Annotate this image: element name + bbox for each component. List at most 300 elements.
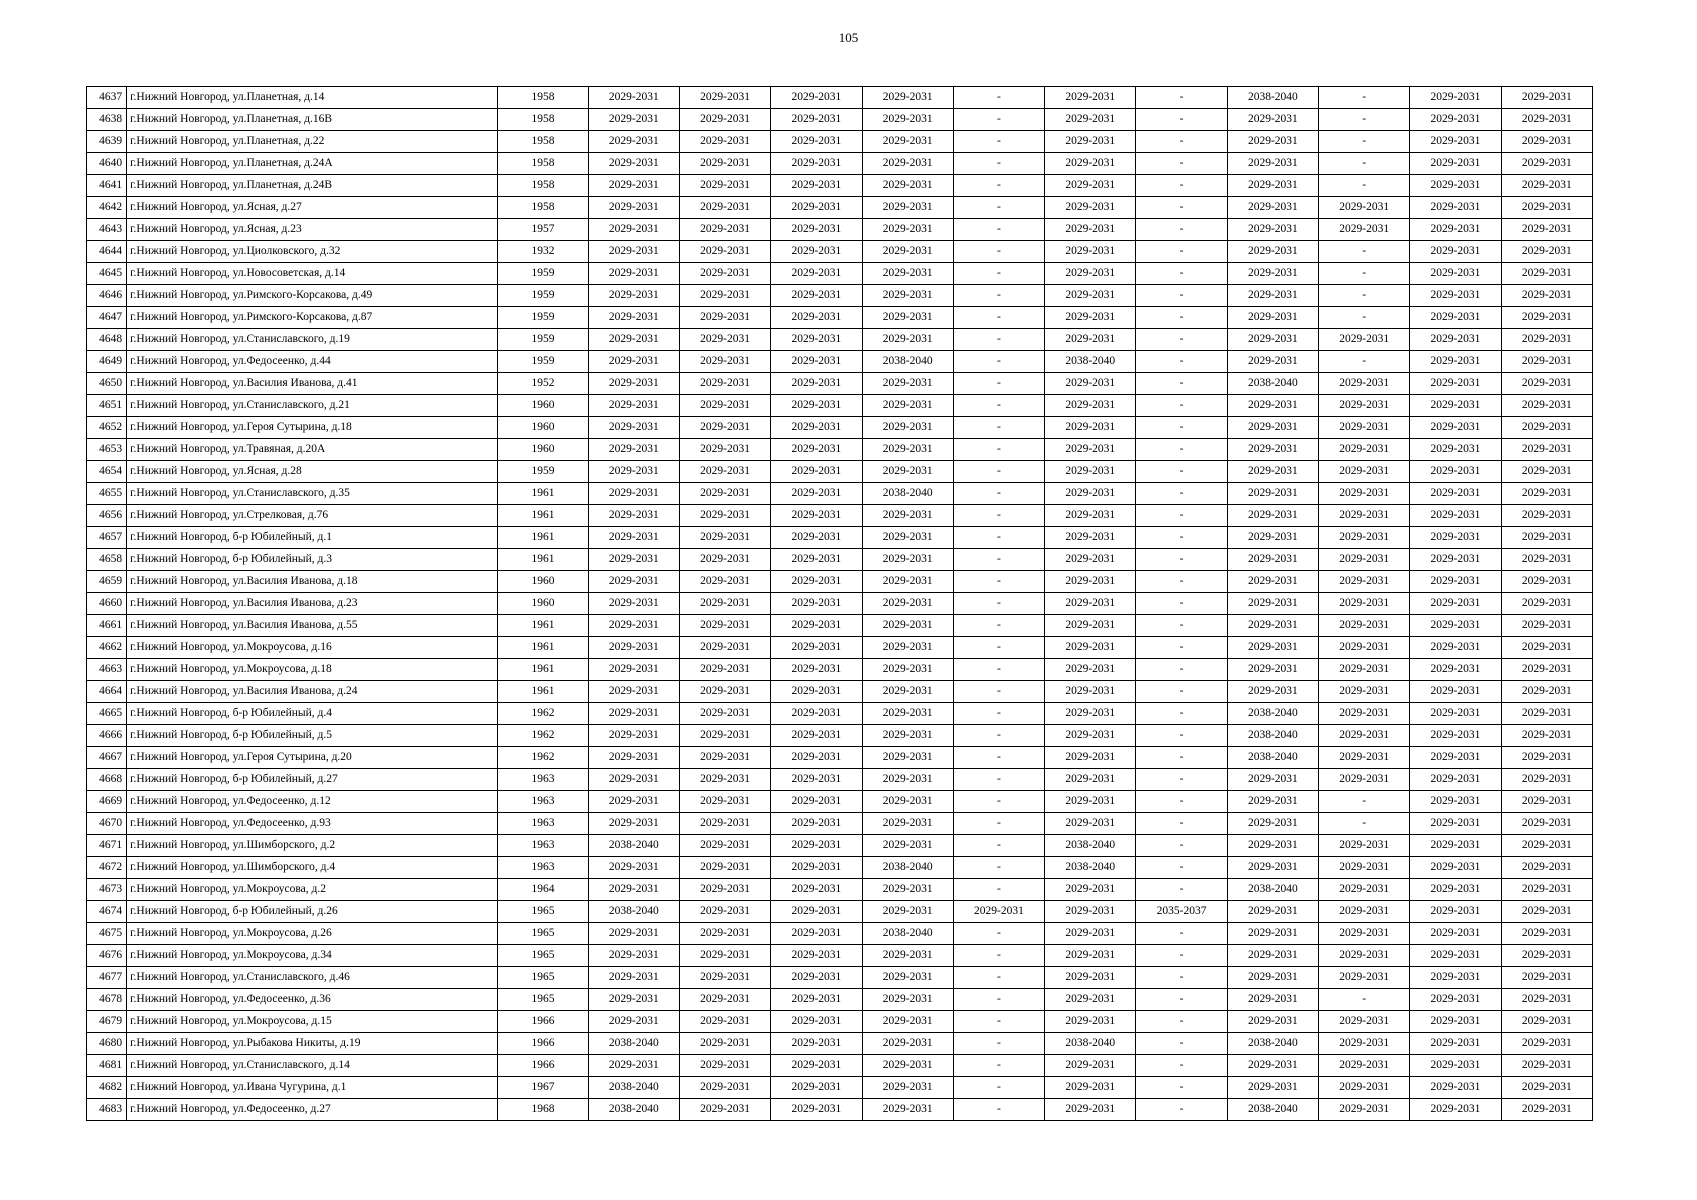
row-number-cell: 4666: [87, 725, 127, 747]
schedule-cell: 2029-2031: [1045, 285, 1136, 307]
table-row: [87, 241, 1593, 263]
schedule-cell: 2029-2031: [1319, 879, 1410, 901]
table-row: [87, 1033, 1593, 1055]
schedule-cell: 2029-2031: [1045, 747, 1136, 769]
schedule-cell: 2029-2031: [1410, 945, 1501, 967]
schedule-cell: 2029-2031: [679, 527, 770, 549]
schedule-cell: 2029-2031: [1501, 373, 1592, 395]
schedule-cell: 2029-2031: [1501, 351, 1592, 373]
schedule-cell: 2038-2040: [862, 483, 953, 505]
schedule-cell: 2029-2031: [1319, 967, 1410, 989]
schedule-cell: 2029-2031: [588, 945, 679, 967]
schedule-cell: 2029-2031: [1227, 901, 1318, 923]
schedule-cell: 2029-2031: [588, 307, 679, 329]
schedule-cell: 2029-2031: [1045, 945, 1136, 967]
row-number-cell: 4648: [87, 329, 127, 351]
schedule-cell: 2029-2031: [588, 549, 679, 571]
row-number-cell: 4657: [87, 527, 127, 549]
schedule-cell: -: [1319, 153, 1410, 175]
schedule-cell: -: [953, 351, 1044, 373]
row-number-cell: 4650: [87, 373, 127, 395]
year-cell: 1961: [498, 615, 588, 637]
row-number-cell: 4638: [87, 109, 127, 131]
schedule-cell: 2029-2031: [588, 417, 679, 439]
schedule-cell: -: [953, 417, 1044, 439]
address-cell: г.Нижний Новгород, ул.Планетная, д.22: [127, 131, 498, 153]
schedule-cell: 2029-2031: [1319, 769, 1410, 791]
schedule-cell: 2029-2031: [1410, 571, 1501, 593]
schedule-cell: -: [953, 241, 1044, 263]
address-cell: г.Нижний Новгород, ул.Мокроусова, д.34: [127, 945, 498, 967]
address-cell: г.Нижний Новгород, ул.Станиславского, д.14: [127, 1055, 498, 1077]
row-number-cell: 4668: [87, 769, 127, 791]
row-number-cell: 4639: [87, 131, 127, 153]
schedule-cell: 2029-2031: [1045, 241, 1136, 263]
address-cell: г.Нижний Новгород, ул.Мокроусова, д.26: [127, 923, 498, 945]
schedule-cell: 2029-2031: [862, 373, 953, 395]
schedule-cell: 2029-2031: [1227, 659, 1318, 681]
schedule-cell: 2029-2031: [588, 637, 679, 659]
schedule-cell: 2029-2031: [679, 197, 770, 219]
table-row: [87, 813, 1593, 835]
schedule-cell: 2029-2031: [1045, 417, 1136, 439]
schedule-cell: 2029-2031: [1410, 659, 1501, 681]
schedule-cell: 2029-2031: [679, 747, 770, 769]
schedule-cell: 2029-2031: [588, 439, 679, 461]
schedule-cell: 2029-2031: [1410, 219, 1501, 241]
schedule-cell: 2029-2031: [1501, 593, 1592, 615]
schedule-cell: -: [1319, 307, 1410, 329]
schedule-cell: 2029-2031: [1045, 967, 1136, 989]
schedule-cell: 2029-2031: [1227, 483, 1318, 505]
schedule-cell: 2029-2031: [862, 1055, 953, 1077]
schedule-cell: -: [1136, 593, 1227, 615]
schedule-cell: -: [1136, 923, 1227, 945]
schedule-cell: 2029-2031: [1501, 505, 1592, 527]
schedule-cell: 2029-2031: [1227, 109, 1318, 131]
year-cell: 1962: [498, 703, 588, 725]
schedule-cell: -: [1136, 1099, 1227, 1121]
schedule-cell: 2029-2031: [771, 175, 862, 197]
schedule-cell: 2029-2031: [1410, 1099, 1501, 1121]
schedule-cell: 2038-2040: [1227, 703, 1318, 725]
schedule-cell: 2029-2031: [1410, 615, 1501, 637]
schedule-cell: 2029-2031: [679, 439, 770, 461]
table-row: [87, 725, 1593, 747]
schedule-cell: 2038-2040: [588, 1099, 679, 1121]
schedule-cell: -: [1319, 241, 1410, 263]
schedule-cell: 2029-2031: [588, 769, 679, 791]
schedule-cell: 2029-2031: [1410, 769, 1501, 791]
row-number-cell: 4677: [87, 967, 127, 989]
schedule-cell: 2029-2031: [771, 549, 862, 571]
schedule-cell: 2029-2031: [679, 571, 770, 593]
table-row: [87, 373, 1593, 395]
schedule-cell: 2029-2031: [1319, 681, 1410, 703]
schedule-cell: 2029-2031: [1319, 747, 1410, 769]
schedule-cell: 2029-2031: [1227, 945, 1318, 967]
schedule-cell: -: [1136, 197, 1227, 219]
schedule-cell: 2029-2031: [1045, 615, 1136, 637]
schedule-cell: 2029-2031: [679, 725, 770, 747]
year-cell: 1959: [498, 461, 588, 483]
address-cell: г.Нижний Новгород, ул.Ивана Чугурина, д.1: [127, 1077, 498, 1099]
schedule-cell: 2029-2031: [771, 131, 862, 153]
schedule-cell: 2038-2040: [588, 901, 679, 923]
row-number-cell: 4656: [87, 505, 127, 527]
schedule-cell: -: [1136, 131, 1227, 153]
year-cell: 1968: [498, 1099, 588, 1121]
schedule-cell: 2029-2031: [1045, 1055, 1136, 1077]
schedule-cell: 2029-2031: [771, 351, 862, 373]
schedule-cell: 2029-2031: [1319, 549, 1410, 571]
schedule-cell: 2029-2031: [1501, 109, 1592, 131]
schedule-cell: -: [953, 813, 1044, 835]
schedule-cell: 2029-2031: [1410, 681, 1501, 703]
schedule-cell: -: [1319, 263, 1410, 285]
row-number-cell: 4671: [87, 835, 127, 857]
schedule-cell: 2038-2040: [1045, 351, 1136, 373]
schedule-cell: 2029-2031: [1501, 923, 1592, 945]
schedule-cell: 2029-2031: [679, 549, 770, 571]
schedule-cell: 2029-2031: [862, 307, 953, 329]
schedule-cell: 2029-2031: [588, 879, 679, 901]
schedule-cell: 2029-2031: [1501, 241, 1592, 263]
table-row: [87, 945, 1593, 967]
schedule-cell: 2029-2031: [862, 263, 953, 285]
schedule-cell: 2029-2031: [1501, 835, 1592, 857]
year-cell: 1959: [498, 285, 588, 307]
schedule-cell: 2029-2031: [1227, 131, 1318, 153]
schedule-cell: 2029-2031: [1410, 285, 1501, 307]
schedule-cell: -: [953, 109, 1044, 131]
schedule-cell: 2029-2031: [1319, 395, 1410, 417]
schedule-cell: -: [953, 395, 1044, 417]
row-number-cell: 4674: [87, 901, 127, 923]
schedule-cell: 2029-2031: [862, 153, 953, 175]
schedule-cell: 2038-2040: [1227, 87, 1318, 109]
schedule-cell: 2029-2031: [679, 461, 770, 483]
schedule-cell: 2029-2031: [1227, 241, 1318, 263]
schedule-cell: -: [1319, 175, 1410, 197]
year-cell: 1958: [498, 87, 588, 109]
schedule-cell: 2029-2031: [1227, 153, 1318, 175]
schedule-cell: 2029-2031: [1319, 615, 1410, 637]
year-cell: 1958: [498, 109, 588, 131]
schedule-cell: 2029-2031: [1045, 395, 1136, 417]
schedule-cell: 2029-2031: [1319, 219, 1410, 241]
address-cell: г.Нижний Новгород, ул.Шимборского, д.2: [127, 835, 498, 857]
table-row: [87, 1055, 1593, 1077]
schedule-cell: 2029-2031: [862, 747, 953, 769]
row-number-cell: 4661: [87, 615, 127, 637]
table-row: [87, 197, 1593, 219]
schedule-cell: 2029-2031: [588, 747, 679, 769]
year-cell: 1959: [498, 329, 588, 351]
schedule-cell: -: [953, 87, 1044, 109]
table-row: [87, 571, 1593, 593]
table-row: [87, 483, 1593, 505]
table-row: [87, 87, 1593, 109]
schedule-cell: 2029-2031: [771, 857, 862, 879]
address-cell: г.Нижний Новгород, ул.Планетная, д.24А: [127, 153, 498, 175]
year-cell: 1958: [498, 197, 588, 219]
schedule-cell: 2029-2031: [1410, 87, 1501, 109]
schedule-cell: 2029-2031: [1045, 483, 1136, 505]
table-row: [87, 989, 1593, 1011]
schedule-cell: 2029-2031: [679, 967, 770, 989]
table-body: [87, 87, 1593, 1121]
schedule-cell: 2029-2031: [1045, 87, 1136, 109]
schedule-cell: -: [1136, 351, 1227, 373]
address-cell: г.Нижний Новгород, ул.Героя Сутырина, д.18: [127, 417, 498, 439]
schedule-cell: 2029-2031: [1045, 1099, 1136, 1121]
schedule-cell: 2029-2031: [1501, 945, 1592, 967]
schedule-cell: 2029-2031: [771, 505, 862, 527]
table-row: [87, 923, 1593, 945]
address-cell: г.Нижний Новгород, ул.Мокроусова, д.16: [127, 637, 498, 659]
year-cell: 1965: [498, 989, 588, 1011]
schedule-cell: -: [1136, 769, 1227, 791]
address-cell: г.Нижний Новгород, ул.Федосеенко, д.44: [127, 351, 498, 373]
schedule-cell: 2029-2031: [1410, 527, 1501, 549]
schedule-cell: 2029-2031: [1227, 329, 1318, 351]
schedule-cell: 2029-2031: [1227, 1055, 1318, 1077]
schedule-cell: 2029-2031: [771, 153, 862, 175]
schedule-cell: 2029-2031: [1227, 417, 1318, 439]
schedule-cell: 2029-2031: [862, 417, 953, 439]
schedule-cell: 2029-2031: [679, 1055, 770, 1077]
schedule-cell: -: [953, 703, 1044, 725]
schedule-cell: -: [1136, 681, 1227, 703]
schedule-cell: 2029-2031: [862, 769, 953, 791]
schedule-cell: 2029-2031: [771, 879, 862, 901]
address-cell: г.Нижний Новгород, ул.Ясная, д.28: [127, 461, 498, 483]
schedule-cell: 2029-2031: [1410, 439, 1501, 461]
schedule-cell: 2029-2031: [588, 1055, 679, 1077]
schedule-cell: 2029-2031: [1227, 857, 1318, 879]
schedule-cell: 2029-2031: [679, 1011, 770, 1033]
year-cell: 1964: [498, 879, 588, 901]
schedule-cell: -: [1136, 967, 1227, 989]
schedule-cell: 2029-2031: [1410, 637, 1501, 659]
schedule-cell: 2029-2031: [862, 285, 953, 307]
schedule-cell: 2029-2031: [588, 373, 679, 395]
address-cell: г.Нижний Новгород, ул.Стрелковая, д.76: [127, 505, 498, 527]
schedule-cell: 2029-2031: [862, 967, 953, 989]
row-number-cell: 4660: [87, 593, 127, 615]
year-cell: 1961: [498, 483, 588, 505]
year-cell: 1932: [498, 241, 588, 263]
year-cell: 1965: [498, 945, 588, 967]
schedule-cell: 2029-2031: [771, 197, 862, 219]
schedule-cell: 2029-2031: [1319, 593, 1410, 615]
year-cell: 1961: [498, 527, 588, 549]
schedule-cell: 2029-2031: [1045, 901, 1136, 923]
address-cell: г.Нижний Новгород, ул.Станиславского, д.35: [127, 483, 498, 505]
schedule-cell: 2029-2031: [1045, 659, 1136, 681]
schedule-cell: 2029-2031: [588, 109, 679, 131]
table-row: [87, 879, 1593, 901]
schedule-cell: 2029-2031: [588, 505, 679, 527]
schedule-cell: -: [1136, 813, 1227, 835]
table-row: [87, 967, 1593, 989]
schedule-cell: 2029-2031: [1410, 483, 1501, 505]
schedule-cell: 2029-2031: [1501, 197, 1592, 219]
table-row: [87, 285, 1593, 307]
table-row: [87, 549, 1593, 571]
address-cell: г.Нижний Новгород, ул.Мокроусова, д.15: [127, 1011, 498, 1033]
schedule-cell: 2029-2031: [1045, 461, 1136, 483]
schedule-cell: -: [953, 1011, 1044, 1033]
schedule-cell: 2029-2031: [862, 527, 953, 549]
schedule-cell: 2029-2031: [588, 263, 679, 285]
schedule-cell: 2029-2031: [588, 175, 679, 197]
schedule-cell: 2029-2031: [679, 263, 770, 285]
schedule-cell: -: [953, 571, 1044, 593]
year-cell: 1960: [498, 593, 588, 615]
schedule-cell: 2029-2031: [862, 637, 953, 659]
schedule-cell: -: [953, 725, 1044, 747]
year-cell: 1959: [498, 263, 588, 285]
row-number-cell: 4658: [87, 549, 127, 571]
schedule-cell: 2029-2031: [771, 373, 862, 395]
schedule-cell: 2029-2031: [1501, 615, 1592, 637]
schedule-cell: 2029-2031: [862, 439, 953, 461]
schedule-cell: 2029-2031: [1227, 439, 1318, 461]
schedule-cell: 2038-2040: [1045, 1033, 1136, 1055]
table-row: [87, 307, 1593, 329]
schedule-cell: 2029-2031: [1501, 681, 1592, 703]
year-cell: 1961: [498, 659, 588, 681]
schedule-cell: 2029-2031: [953, 901, 1044, 923]
schedule-cell: 2029-2031: [1045, 1011, 1136, 1033]
schedule-cell: 2029-2031: [588, 241, 679, 263]
schedule-cell: 2029-2031: [1227, 923, 1318, 945]
schedule-cell: 2029-2031: [1501, 131, 1592, 153]
schedule-cell: 2029-2031: [862, 1099, 953, 1121]
schedule-cell: 2029-2031: [1501, 769, 1592, 791]
year-cell: 1959: [498, 307, 588, 329]
row-number-cell: 4682: [87, 1077, 127, 1099]
row-number-cell: 4653: [87, 439, 127, 461]
schedule-cell: -: [953, 1055, 1044, 1077]
schedule-cell: 2029-2031: [1045, 813, 1136, 835]
schedule-cell: 2029-2031: [1319, 923, 1410, 945]
schedule-cell: 2029-2031: [862, 131, 953, 153]
address-cell: г.Нижний Новгород, б-р Юбилейный, д.1: [127, 527, 498, 549]
schedule-cell: -: [953, 747, 1044, 769]
schedule-cell: 2029-2031: [771, 1055, 862, 1077]
schedule-cell: 2029-2031: [1410, 417, 1501, 439]
schedule-cell: 2029-2031: [1045, 109, 1136, 131]
table-row: [87, 175, 1593, 197]
address-cell: г.Нижний Новгород, ул.Станиславского, д.46: [127, 967, 498, 989]
row-number-cell: 4646: [87, 285, 127, 307]
schedule-cell: 2029-2031: [1045, 131, 1136, 153]
schedule-cell: 2038-2040: [1227, 1033, 1318, 1055]
year-cell: 1961: [498, 681, 588, 703]
schedule-cell: -: [1136, 109, 1227, 131]
row-number-cell: 4679: [87, 1011, 127, 1033]
address-cell: г.Нижний Новгород, ул.Циолковского, д.32: [127, 241, 498, 263]
table-row: [87, 901, 1593, 923]
table-row: [87, 791, 1593, 813]
schedule-cell: 2029-2031: [862, 615, 953, 637]
schedule-cell: -: [953, 989, 1044, 1011]
schedule-cell: 2029-2031: [1045, 373, 1136, 395]
schedule-cell: 2029-2031: [1319, 1099, 1410, 1121]
schedule-cell: 2038-2040: [1227, 1099, 1318, 1121]
schedule-cell: 2029-2031: [771, 1099, 862, 1121]
row-number-cell: 4667: [87, 747, 127, 769]
row-number-cell: 4675: [87, 923, 127, 945]
schedule-cell: 2029-2031: [1501, 791, 1592, 813]
schedule-cell: 2029-2031: [1319, 571, 1410, 593]
address-cell: г.Нижний Новгород, ул.Планетная, д.16В: [127, 109, 498, 131]
row-number-cell: 4659: [87, 571, 127, 593]
year-cell: 1966: [498, 1033, 588, 1055]
schedule-cell: -: [1136, 285, 1227, 307]
schedule-cell: 2029-2031: [679, 131, 770, 153]
address-cell: г.Нижний Новгород, ул.Василия Иванова, д.23: [127, 593, 498, 615]
schedule-cell: 2029-2031: [679, 923, 770, 945]
schedule-cell: 2029-2031: [771, 219, 862, 241]
schedule-cell: 2029-2031: [1045, 153, 1136, 175]
schedule-cell: 2029-2031: [1501, 483, 1592, 505]
schedule-cell: 2029-2031: [862, 395, 953, 417]
schedule-cell: -: [953, 967, 1044, 989]
schedule-cell: -: [1319, 87, 1410, 109]
schedule-cell: -: [1319, 351, 1410, 373]
address-cell: г.Нижний Новгород, ул.Василия Иванова, д.18: [127, 571, 498, 593]
year-cell: 1957: [498, 219, 588, 241]
schedule-cell: 2029-2031: [862, 461, 953, 483]
year-cell: 1958: [498, 153, 588, 175]
schedule-cell: 2029-2031: [588, 681, 679, 703]
address-cell: г.Нижний Новгород, ул.Новосоветская, д.14: [127, 263, 498, 285]
schedule-cell: 2029-2031: [771, 615, 862, 637]
schedule-cell: 2029-2031: [1319, 659, 1410, 681]
schedule-cell: 2029-2031: [1501, 659, 1592, 681]
schedule-cell: 2029-2031: [588, 87, 679, 109]
schedule-cell: -: [1136, 1033, 1227, 1055]
row-number-cell: 4654: [87, 461, 127, 483]
schedule-cell: -: [953, 769, 1044, 791]
address-cell: г.Нижний Новгород, ул.Василия Иванова, д.24: [127, 681, 498, 703]
schedule-cell: 2029-2031: [1410, 879, 1501, 901]
schedule-cell: -: [953, 615, 1044, 637]
schedule-cell: -: [1136, 571, 1227, 593]
schedule-cell: 2029-2031: [1501, 461, 1592, 483]
schedule-cell: -: [953, 549, 1044, 571]
schedule-cell: -: [1136, 219, 1227, 241]
schedule-cell: 2029-2031: [771, 637, 862, 659]
schedule-cell: 2029-2031: [1410, 791, 1501, 813]
schedule-cell: 2029-2031: [771, 945, 862, 967]
schedule-cell: -: [1319, 813, 1410, 835]
schedule-cell: -: [953, 879, 1044, 901]
schedule-cell: 2029-2031: [1410, 813, 1501, 835]
schedule-cell: 2029-2031: [1410, 725, 1501, 747]
schedule-cell: 2029-2031: [1227, 263, 1318, 285]
year-cell: 1960: [498, 571, 588, 593]
table-row: [87, 109, 1593, 131]
table-row: [87, 703, 1593, 725]
year-cell: 1960: [498, 395, 588, 417]
year-cell: 1961: [498, 637, 588, 659]
address-cell: г.Нижний Новгород, ул.Планетная, д.14: [127, 87, 498, 109]
